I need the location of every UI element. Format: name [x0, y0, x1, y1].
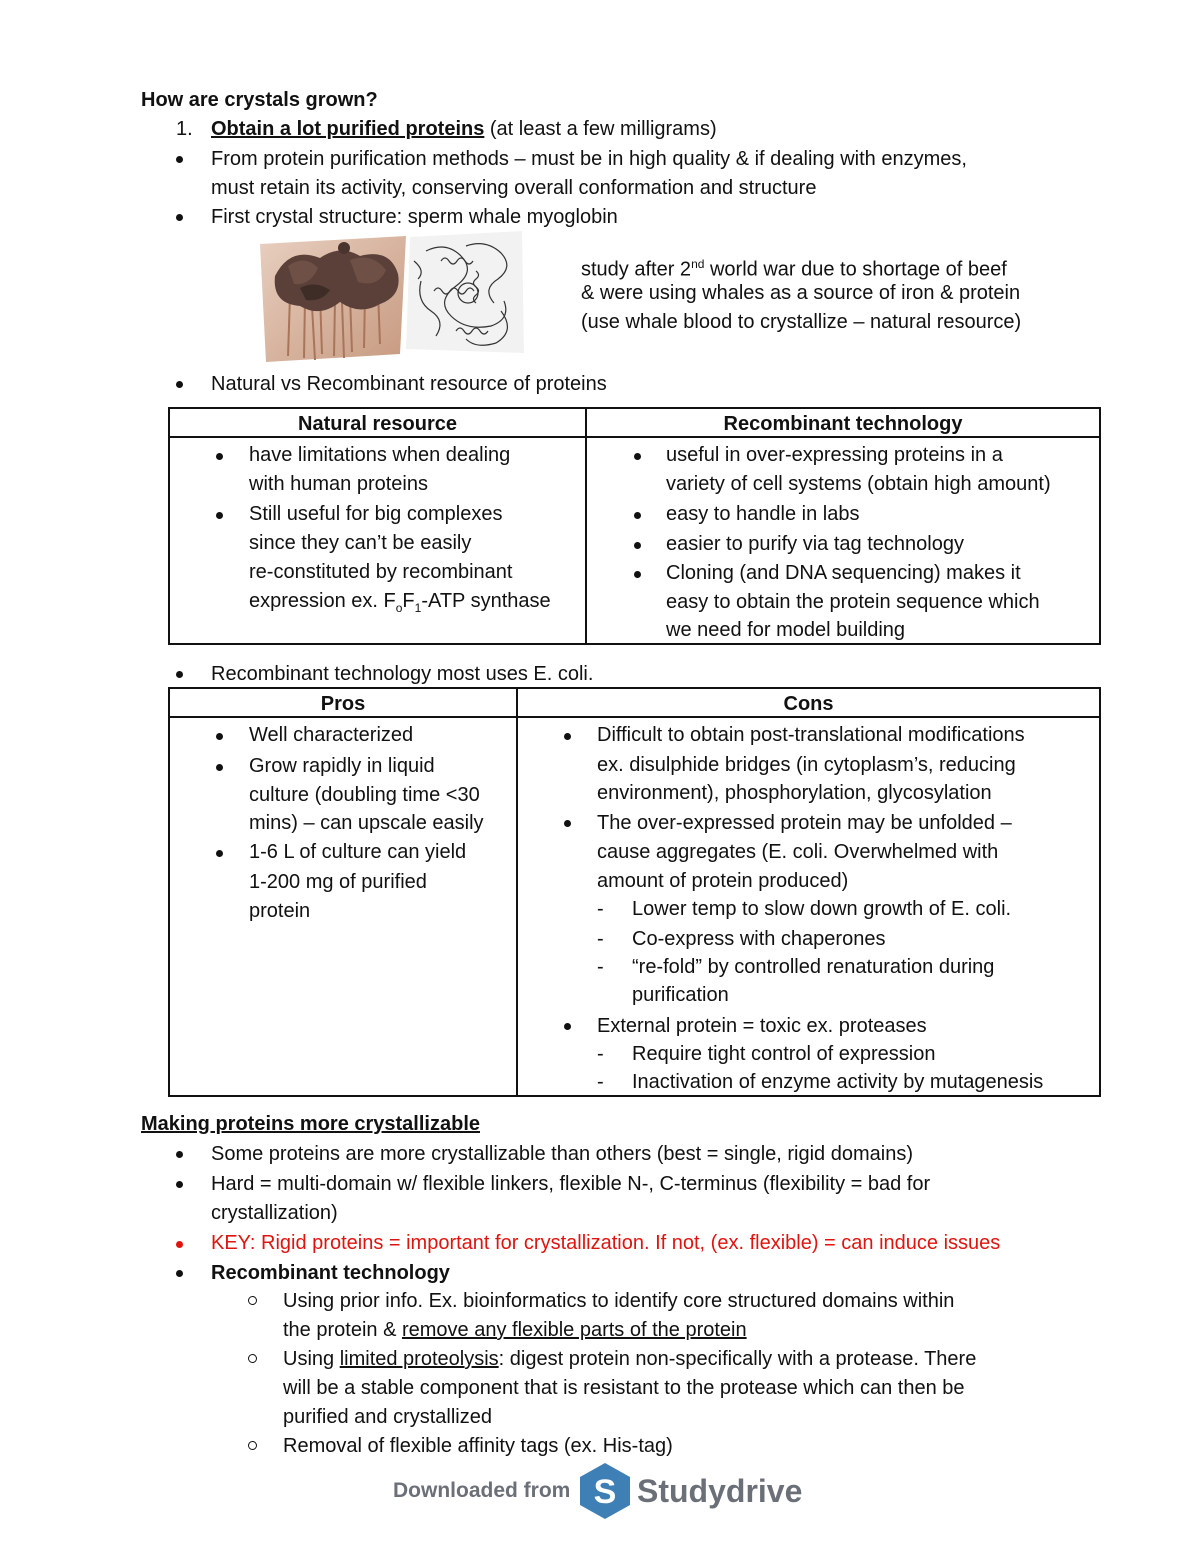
dash-marker: - [597, 1071, 604, 1093]
table-cell-text: 1-6 L of culture can yield [249, 841, 467, 863]
note-superscript: nd [691, 257, 705, 271]
footer-brand: Studydrive [637, 1473, 803, 1509]
bullet-icon [216, 512, 223, 519]
sub-bullet-line [283, 1345, 976, 1374]
table-cell-text: External protein = toxic ex. proteases [597, 1015, 927, 1037]
sub-bullet-text: the protein & [283, 1319, 402, 1341]
bullet-text: Hard = multi-domain w/ flexible linkers, flexible N-, C-terminus (flexibility = bad for [211, 1173, 931, 1195]
table-cell-text: Inactivation of enzyme activity by mutagenesis [632, 1071, 1044, 1093]
bullet-icon [176, 381, 183, 388]
table-header-pros: Pros [320, 693, 366, 715]
step-1-rest: (at least a few milligrams) [484, 118, 717, 140]
table-cell-text: Lower temp to slow down growth of E. coli. [632, 898, 1012, 920]
table-cell-text: F [402, 590, 415, 612]
table-cell-text: environment), phosphorylation, glycosylation [597, 782, 992, 804]
studydrive-logo-icon [578, 1462, 632, 1520]
circle-bullet-icon [248, 1296, 257, 1305]
circle-bullet-icon [248, 1354, 257, 1363]
table-cell-text: useful in over-expressing proteins in a [666, 444, 1003, 466]
subscript: o [395, 601, 403, 615]
bullet-icon [634, 542, 641, 549]
bullet-icon [564, 1023, 571, 1030]
bullet-icon [176, 214, 183, 221]
sub-bullet-text-cont: purified and crystallized [283, 1406, 492, 1428]
sub-bullet-text: : digest protein non-specifically with a protease. There [498, 1348, 977, 1370]
section-title: Making proteins more crystallizable [141, 1113, 480, 1135]
table-cell-text: Co-express with chaperones [632, 928, 886, 950]
bullet-icon [176, 671, 183, 678]
bullet-icon [564, 733, 571, 740]
table-divider [585, 407, 587, 645]
table-cell-text-atp [249, 587, 551, 623]
table-cell-text: Difficult to obtain post-translational modifications [597, 724, 1025, 746]
myoglobin-note-line2: & were using whales as a source of iron & protein [581, 282, 1021, 304]
bullet-icon [176, 1270, 183, 1277]
bullet-icon [176, 1181, 183, 1188]
table-cell-text: Cloning (and DNA sequencing) makes it [666, 562, 1021, 584]
table-cell-text: Still useful for big complexes [249, 503, 503, 525]
table-cell-text: variety of cell systems (obtain high amount) [666, 473, 1051, 495]
step-number: 1. [176, 118, 193, 140]
note-text: world war due to shortage of beef [704, 258, 1007, 281]
page-heading: How are crystals grown? [141, 89, 378, 111]
bullet-icon [634, 453, 641, 460]
bullet-icon [634, 512, 641, 519]
table-cell-text: easier to purify via tag technology [666, 533, 964, 555]
table-cell-text: Well characterized [249, 724, 414, 746]
bullet-icon [176, 156, 183, 163]
myoglobin-note-line3: (use whale blood to crystallize – natural resource) [581, 311, 1022, 333]
bullet-text: From protein purification methods – must be in high quality & if dealing with enzymes, [211, 148, 967, 170]
bullet-text: First crystal structure: sperm whale myoglobin [211, 206, 618, 228]
bullet-icon [176, 1151, 183, 1158]
table-cell-text: The over-expressed protein may be unfolded – [597, 812, 1012, 834]
bullet-icon [564, 820, 571, 827]
table-cell-text: easy to handle in labs [666, 503, 860, 525]
table-cell-text: Require tight control of expression [632, 1043, 936, 1065]
step-1-title: Obtain a lot purified proteins [211, 118, 485, 140]
sub-bullet-text: Using prior info. Ex. bioinformatics to identify core structured domains within [283, 1290, 955, 1312]
table-divider [516, 687, 518, 1097]
sub-bullet-text-cont: will be a stable component that is resistant to the protease which can then be [283, 1377, 965, 1399]
bullet-text-cont: crystallization) [211, 1202, 338, 1224]
underlined-text: remove any flexible parts of the protein [401, 1319, 747, 1341]
bullet-icon [176, 1241, 183, 1248]
subscript: 1 [414, 601, 422, 615]
table-cell-text: cause aggregates (E. coli. Overwhelmed with [597, 841, 999, 863]
underlined-text: limited proteolysis [339, 1348, 499, 1370]
table-header-natural: Natural resource [298, 413, 457, 435]
circle-bullet-icon [248, 1441, 257, 1450]
table-header-recombinant: Recombinant technology [723, 413, 963, 435]
table-cell-text: expression ex. F [249, 590, 396, 612]
table-cell-text: with human proteins [249, 473, 428, 495]
table-cell-text: easy to obtain the protein sequence which [666, 591, 1040, 613]
table-cell-text: 1-200 mg of purified [249, 871, 427, 893]
table-cell-text: culture (doubling time <30 [249, 784, 480, 806]
footer-downloaded-from: Downloaded from [393, 1479, 571, 1502]
table-cell-text: amount of protein produced) [597, 870, 849, 892]
table-cell-text: Grow rapidly in liquid [249, 755, 435, 777]
step-1-line [211, 115, 717, 144]
table-cell-text: have limitations when dealing [249, 444, 511, 466]
dash-marker: - [597, 928, 604, 950]
bullet-text: Recombinant technology most uses E. coli. [211, 663, 594, 685]
dash-marker: - [597, 898, 604, 920]
table-cell-text: we need for model building [666, 619, 906, 641]
myoglobin-ribbon-image [406, 231, 526, 355]
bullet-icon [216, 733, 223, 740]
table-cell-text: purification [632, 984, 729, 1006]
table-header-cons: Cons [783, 693, 834, 715]
bullet-icon [216, 850, 223, 857]
table-cell-text: protein [249, 900, 311, 922]
table-cell-text: re-constituted by recombinant [249, 561, 513, 583]
table-cell-text: mins) – can upscale easily [249, 812, 484, 834]
bullet-text: Recombinant technology [211, 1262, 450, 1284]
bullet-text-cont: must retain its activity, conserving overall conformation and structure [211, 177, 817, 199]
bullet-icon [216, 764, 223, 771]
myoglobin-model-image [260, 236, 406, 362]
logo-letter: S [593, 1473, 617, 1511]
key-note: KEY: Rigid proteins = important for crystallization. If not, (ex. flexible) = can induce issues [211, 1232, 1001, 1254]
dash-marker: - [597, 956, 604, 978]
table-cell-text: -ATP synthase [421, 590, 551, 612]
note-text: study after 2 [581, 258, 692, 281]
table-cell-text: since they can’t be easily [249, 532, 472, 554]
dash-marker: - [597, 1043, 604, 1065]
bullet-icon [216, 453, 223, 460]
sub-bullet-text: Using [283, 1348, 340, 1370]
bullet-text: Some proteins are more crystallizable than others (best = single, rigid domains) [211, 1143, 913, 1165]
table-cell-text: “re-fold” by controlled renaturation during [632, 956, 995, 978]
bullet-text: Natural vs Recombinant resource of proteins [211, 373, 607, 395]
sub-bullet-text: Removal of flexible affinity tags (ex. His-tag) [283, 1435, 673, 1457]
bullet-icon [634, 571, 641, 578]
sub-bullet-text-cont [283, 1316, 747, 1345]
table-cell-text: ex. disulphide bridges (in cytoplasm’s, reducing [597, 754, 1016, 776]
